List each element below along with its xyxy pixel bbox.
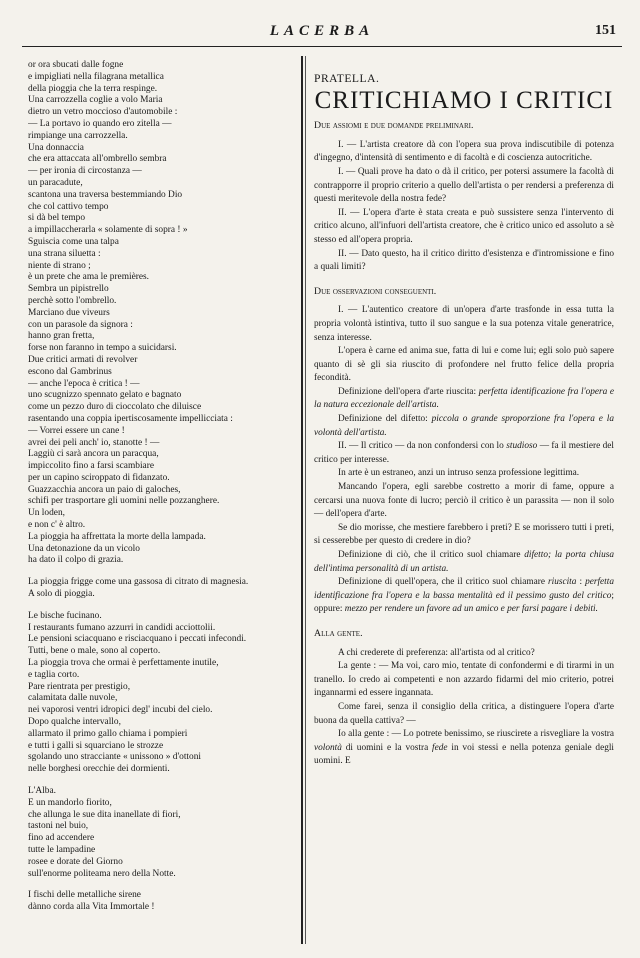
paragraph: I. — Quali prove ha dato o dà il critico, per potersi assumere la facoltà di contrapporre il proprio criterio a quello dell'artista o per rendersi a preferenza di questi meritevole della nostra fede? (314, 166, 614, 205)
poem-line: rasentando una coppia ipertiscosamente impellicciata : (28, 413, 233, 424)
poem-line: della pioggia che la terra respinge. (28, 83, 158, 94)
poem-line: si dà bel tempo (28, 213, 86, 224)
poem-line: Pare rientrata per prestigio, (28, 681, 131, 692)
page-header (22, 20, 622, 47)
poem-line: nei vaporosi ventri idropici degl' incubi del cielo. (28, 705, 213, 716)
poem-line: perchè sotto l'ombrello. (28, 295, 117, 306)
section-heading-2: Due osservazioni conseguenti. (314, 285, 437, 297)
text-run: Definizione del difetto: (338, 414, 432, 425)
text-run: ; oppure: (314, 590, 614, 615)
paragraph: In arte è un estraneo, anzi un intruso senza professione legittima. (338, 468, 580, 479)
poem-column (28, 60, 296, 914)
poem-line: — Vorrei essere un cane ! (28, 425, 125, 436)
poem-line: A solo di pioggia. (28, 589, 95, 600)
text-run: : (576, 577, 586, 588)
poem-line: hanno gran fretta, (28, 331, 95, 342)
poem-line: rosee e dorate del Giorno (28, 856, 123, 867)
definition-paragraph (314, 576, 614, 617)
poem-line: Marciano due viveurs (28, 307, 110, 318)
definition-paragraph (314, 386, 614, 413)
poem-line: Una donnaccia (28, 142, 84, 153)
poem-line: che era attaccata all'ombrello sembra (28, 154, 167, 165)
article-column (314, 72, 614, 769)
poem-line: tutte le lampadine (28, 845, 96, 855)
poem-line: una strana siluetta : (28, 248, 101, 259)
poem-line: allarmato il primo gallo chiama i pompieri (28, 728, 188, 739)
text-run: in voi stessi e nella potenza geniale degli uomini. E (314, 742, 615, 767)
italic-run: studioso (506, 441, 538, 452)
poem-line: Tutti, bene o male, sono al coperto. (28, 646, 161, 657)
italic-run: perfetta identificazione fra l'opera e la bassa mentalità ed il pessimo gusto del critico (314, 577, 614, 601)
paragraph: II. — Dato questo, ha il critico diritto d'esistenza e d'intromissione e fino a quali limiti? (314, 248, 614, 273)
poem-line: calamitata dalle nuvole, (28, 693, 118, 704)
journal-title: LACERBA (269, 23, 375, 39)
poem-line: dànno corda alla Vita Immortale ! (28, 902, 155, 913)
stanza-3 (28, 611, 296, 776)
poem-line: sull'enorme politeama nero della Notte. (28, 868, 176, 879)
stanza-5 (28, 890, 296, 914)
paragraph: A chi crederete di preferenza: all'artista od al critico? (338, 647, 535, 658)
poem-line: schifi per trasportare gli uomini nelle pozzanghere. (28, 496, 220, 507)
italic-run: difetto; la porta chiusa dell'intima personalità di un artista. (314, 550, 614, 574)
text-run: Io alla gente : — Lo potrete benissimo, se riuscirete a risvegliare la vostra (338, 729, 614, 740)
stanza-1 (28, 60, 296, 567)
poem-line: I fischi delle metalliche sirene (28, 890, 141, 901)
poem-line: che col cattivo tempo (28, 201, 109, 212)
poem-line: Le pensioni sciacquano e risciacquano i peccati infecondi. (28, 634, 247, 645)
text-run: Definizione dell'opera d'arte riuscita: (338, 386, 479, 397)
poem-line: La pioggia trova che ormai è perfettamente inutile, (28, 658, 219, 669)
italic-run: riuscita (548, 577, 577, 588)
poem-line: scantona una traversa bestemmiando Dio (28, 189, 183, 200)
italic-run: volontà (314, 742, 342, 753)
poem-line: Guazzacchia ancora un paio di galoches, (28, 484, 181, 495)
poem-line: con un parasole da signora : (28, 319, 133, 330)
poem-line: fino ad accendere (28, 833, 95, 844)
italic-run: fede (432, 742, 448, 753)
paragraph: II. — L'opera d'arte è stata creata e può sussistere senza l'intervento di critico alcuno, all'infuori dell'artista creatore, che è critico unico ed assoluto a sè stesso ed all'opera propria. (314, 207, 614, 245)
poem-line: Una detonazione da un vicolo (28, 543, 140, 554)
poem-line: dietro un vetro moccioso d'automobile : (28, 107, 178, 118)
poem-line: Sembra un pipistrello (28, 284, 109, 295)
poem-line: — anche l'epoca è critica ! — (28, 378, 140, 389)
poem-line: ha dato il colpo di grazia. (28, 555, 124, 566)
poem-line: che allunga le sue dita inanellate di fiori, (28, 809, 181, 820)
poem-line: niente di strano ; (28, 260, 91, 271)
poem-line: uno scugnizzo spennato gelato e bagnato (28, 390, 182, 401)
column-divider (301, 56, 303, 944)
poem-line: È un mandorlo fiorito, (28, 797, 112, 808)
poem-line: I restaurants fumano azzurri in candidi acciottolii. (28, 622, 216, 633)
italic-run: perfetta identificazione fra l'opera e la natura eccezionale dell'artista. (314, 386, 614, 411)
italic-run: piccola o grande sproporzione fra l'opera e la volontà dell'artista. (314, 414, 614, 438)
paragraph: I. — L'artista creatore dà con l'opera sua prova indiscutibile di potenza d'ingegno, d'intensità di sentimento e di facoltà e di coscienza autocritiche. (314, 139, 614, 164)
poem-line: sgolando uno stracciante « unissono » d'ottoni (28, 752, 202, 763)
poem-line: Dopo qualche intervallo, (28, 717, 121, 728)
page-number: 151 (595, 23, 616, 38)
text-run: Definizione di quell'opera, che il critico suol chiamare (338, 577, 548, 588)
poem-line: e non c' è altro. (28, 520, 86, 531)
poem-line: Una carrozzella coglie a volo Maria (28, 95, 163, 106)
section-heading-1: Due assiomi e due domande preliminari. (314, 120, 474, 132)
poem-line: per un capino sciroppato di fidanzato. (28, 472, 170, 483)
poem-line: a impillaccherarla « solamente di sopra ! » (28, 225, 188, 236)
paragraph: La gente : — Ma voi, caro mio, tentate di confondermi e di tirarmi in un tranello. Io credo ai competenti e non azzardo fidarmi del mio criterio, potrei ingannarmi ed essere ingannata. (314, 661, 614, 699)
paragraph: I. — L'autentico creatore di un'opera d'arte trasfonde in essa tutta la propria volontà istintiva, tutto il suo sangue e la sua potenza vitale generatrice, senza interesse. (314, 305, 614, 343)
poem-line: un paracadute, (28, 177, 83, 188)
poem-line: Sguiscia come una talpa (28, 236, 119, 247)
poem-line: impiccolito fino a farsi scambiare (28, 461, 154, 472)
poem-line: Un loden, (28, 508, 65, 519)
poem-line: come un pezzo duro di cioccolato che diluisce (28, 402, 202, 413)
paragraph (314, 728, 614, 769)
article-author: PRATELLA. (314, 72, 380, 85)
poem-line: — per ironia di circostanza — (28, 166, 142, 177)
text-run: di uomini e la vostra (341, 742, 433, 753)
poem-line: è un prete che ama le premières. (28, 272, 150, 283)
poem-line: e taglia corto. (28, 669, 80, 680)
poem-line: rimpiange una carrozzella. (28, 130, 128, 141)
poem-line: avrei dei peli anch' io, stanotte ! — (28, 437, 160, 448)
poem-line: e impigliati nella filagrana metallica (28, 71, 164, 82)
stanza-2 (28, 577, 296, 601)
poem-line: La pioggia frigge come una gassosa di citrato di magnesia. (28, 577, 249, 588)
stanza-4 (28, 786, 296, 880)
italic-run: mezzo per rendere un favore ad un amico e per farsi pagare i debiti. (344, 604, 598, 615)
text-run: Definizione di ciò, che il critico suol chiamare (338, 550, 525, 560)
poem-line: — La portavo io quando ero zitella — (28, 118, 172, 129)
poem-line: Laggiù ci sarà ancora un paracqua, (28, 449, 159, 460)
section-heading-3: Alla gente. (314, 627, 363, 639)
poem-line: tastoni nel buio, (28, 821, 89, 832)
paragraph (314, 440, 614, 467)
poem-line: Due critici armati di revolver (28, 354, 138, 365)
article-headline: CRITICHIAMO I CRITICI (314, 86, 614, 114)
text-run: — fa il mestiere del critico per interesse. (314, 441, 615, 465)
poem-line: nelle borghesi orecchie dei dormienti. (28, 764, 170, 775)
paragraph: Come farei, senza il consiglio della critica, a distinguere l'opera d'arte buona da quella cattiva? — (314, 701, 614, 726)
poem-line: or ora sbucati dalle fogne (28, 60, 124, 70)
definition-paragraph (314, 549, 614, 576)
definition-paragraph (314, 413, 614, 440)
poem-line: L'Alba. (28, 786, 56, 797)
poem-line: e tutti i galli si squarciano le strozze (28, 740, 164, 751)
paragraph: L'opera è carne ed anima sue, fatta di lui e come lui; egli solo può sapere quanto di sè gli sia riuscito di profondere nel frutto felice della propria fecondità. (314, 346, 614, 384)
paragraph: Mancando l'opera, egli sarebbe costretto a morir di fame, oppure a cercarsi una nuova fonte di lucro; perciò il critico è un parassita — non il solo — dell'opera d'arte. (314, 482, 614, 520)
text-run: II. — Il critico — da non confondersi con lo (338, 441, 507, 452)
paragraph: Se dio morisse, che mestiere farebbero i preti? E se morissero tutti i preti, si cesserebbe per questo di credere in dio? (314, 522, 614, 547)
poem-line: La pioggia ha affrettata la morte della lampada. (28, 531, 206, 542)
poem-line: escono dal Gambrinus (28, 366, 112, 377)
column-divider-thin (305, 56, 306, 944)
poem-line: forse non faranno in tempo a suicidarsi. (28, 343, 177, 354)
poem-line: Le bische fucinano. (28, 610, 102, 621)
